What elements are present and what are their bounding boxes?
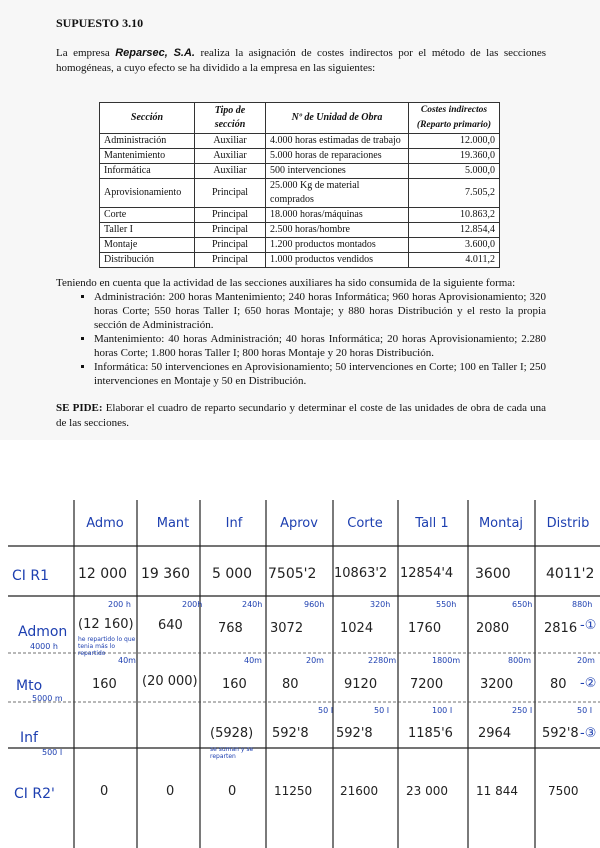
- table-cell: 5.000,0: [409, 164, 500, 179]
- table-cell: Distribución: [100, 253, 195, 268]
- row-label: Inf: [20, 730, 38, 746]
- table-cell: Principal: [195, 179, 266, 208]
- step-mark: -①: [580, 618, 597, 633]
- table-cell: 19.360,0: [409, 149, 500, 164]
- table-cell: 18.000 horas/máquinas: [266, 208, 409, 223]
- cell-annotation: he repartido lo que tenia más lo repartido: [78, 636, 136, 657]
- table-cell: Taller I: [100, 223, 195, 238]
- cell: 19 360: [141, 566, 190, 582]
- hand-col-header: Distrib: [546, 516, 590, 531]
- col-header: Nº de Unidad de Obra: [266, 103, 409, 134]
- cell: 11250: [274, 784, 313, 798]
- cell: 592'8: [542, 726, 579, 741]
- cell-note: 40m: [244, 656, 262, 665]
- se-pide-label: SE PIDE:: [56, 402, 103, 414]
- cell-note: 1800m: [432, 656, 461, 665]
- cell-note: 50 I: [318, 706, 334, 715]
- table-cell: Aprovisionamiento: [100, 179, 195, 208]
- row-sublabel: 5000 m: [32, 694, 63, 703]
- cell: 11 844: [476, 784, 518, 798]
- cell: 3072: [270, 621, 304, 636]
- row-label: Mto: [16, 678, 43, 694]
- cell: 2964: [478, 726, 512, 741]
- cell: 12854'4: [400, 566, 454, 581]
- cell: 80: [550, 677, 567, 692]
- table-cell: Auxiliar: [195, 164, 266, 179]
- hand-col-header: Aprov: [280, 516, 318, 531]
- costs-table-body: [100, 134, 500, 268]
- cell-note: 550h: [436, 600, 457, 609]
- cell-note: 320h: [370, 600, 391, 609]
- cell-note: 20m: [577, 656, 595, 665]
- cell: 2816: [544, 621, 578, 636]
- cell: 592'8: [272, 726, 309, 741]
- cell-note: 250 I: [512, 706, 533, 715]
- cell-note: 880h: [572, 600, 593, 609]
- cell-note: 50 I: [374, 706, 390, 715]
- cell-annotation: se suman y se reparten: [210, 746, 254, 760]
- table-cell: Informática: [100, 164, 195, 179]
- hand-col-header: Montaj: [478, 516, 524, 531]
- cell: 80: [282, 677, 299, 692]
- handwritten-table: [0, 490, 600, 848]
- cell: 3200: [480, 677, 514, 692]
- cell: 592'8: [336, 726, 373, 741]
- intro-post: realiza la asignación de costes indirectos por el método de las secciones homogéneas, a cuyo efecto se ha dividido a la empresa en las siguientes:: [56, 47, 547, 74]
- table-cell: Auxiliar: [195, 149, 266, 164]
- cell-note: 800m: [508, 656, 532, 665]
- cell: 7200: [410, 677, 444, 692]
- cell: 160: [92, 677, 117, 692]
- cell: 7500: [548, 784, 579, 798]
- row-label: CI R2': [14, 786, 55, 802]
- cell-note: 20m: [306, 656, 324, 665]
- cell: 10863'2: [334, 566, 388, 581]
- table-cell: Auxiliar: [195, 134, 266, 149]
- cell-note: 200h: [182, 600, 203, 609]
- cell: 768: [218, 621, 243, 636]
- hand-col-header: Admo: [86, 516, 124, 531]
- intro-paragraph: [56, 46, 546, 76]
- table-cell: 1.000 productos vendidos: [266, 253, 409, 268]
- cell: 0: [166, 784, 175, 799]
- cell-note: 200 h: [108, 600, 131, 609]
- cell-note: 650h: [512, 600, 533, 609]
- hand-col-header: Inf: [225, 516, 243, 531]
- cell: (5928): [210, 726, 254, 741]
- table-row: [100, 223, 500, 238]
- cell: 1760: [408, 621, 442, 636]
- consumo-intro: Teniendo en cuenta que la actividad de las secciones auxiliares ha sido consumida de la siguiente forma:: [56, 277, 516, 289]
- table-cell: 10.863,2: [409, 208, 500, 223]
- hand-col-header: Mant: [156, 516, 190, 531]
- col-header: Tipo de sección: [195, 103, 266, 134]
- consumo-list: [56, 290, 546, 388]
- cell: 4011'2: [546, 566, 595, 582]
- cell: (12 160): [78, 617, 134, 632]
- table-cell: 4.011,2: [409, 253, 500, 268]
- cell: 640: [158, 618, 183, 633]
- page-title: SUPUESTO 3.10: [56, 16, 144, 30]
- list-item: ▪ Informática: 50 intervenciones en Aprovisionamiento; 50 intervenciones en Corte; 100 en Taller I; 250 intervenciones en Montaje y 50 en Distribución.: [94, 360, 546, 388]
- hand-col-header: Tall 1: [415, 516, 449, 531]
- cell: 3600: [475, 566, 511, 582]
- cell: 1024: [340, 621, 374, 636]
- cell: 12 000: [78, 566, 127, 582]
- step-mark: -③: [580, 726, 597, 741]
- col-header: Costes indirectos (Reparto primario): [409, 103, 500, 134]
- cell: 7505'2: [268, 566, 317, 582]
- table-row: [100, 208, 500, 223]
- table-cell: Principal: [195, 208, 266, 223]
- cell: (20 000): [142, 674, 198, 689]
- cell: 1185'6: [408, 726, 453, 741]
- table-cell: Mantenimiento: [100, 149, 195, 164]
- table-row: [100, 149, 500, 164]
- table-cell: 25.000 Kg de material comprados: [266, 179, 409, 208]
- cell: 2080: [476, 621, 510, 636]
- list-item: ▪ Administración: 200 horas Mantenimiento; 240 horas Informática; 960 horas Aprovisionamiento; 320 horas Corte; 550 horas Taller I; 650 horas Montaje; y 880 horas Distribución y el resto la propia sección de Administración.: [94, 290, 546, 332]
- table-row: [100, 253, 500, 268]
- consumo-section: [56, 276, 546, 388]
- cell-note: 50 I: [577, 706, 593, 715]
- list-item: ▪ Mantenimiento: 40 horas Administración; 40 horas Informática; 20 horas Aprovisionamiento; 2.280 horas Corte; 1.800 horas Taller I; 800 horas Montaje y 20 horas Distribución.: [94, 332, 546, 360]
- row-label: Admon: [18, 624, 68, 640]
- cell: 5 000: [212, 566, 253, 582]
- cell-note: 2280m: [368, 656, 397, 665]
- cell: 21600: [340, 784, 379, 798]
- table-row: [100, 164, 500, 179]
- step-mark: -②: [580, 676, 597, 691]
- cell-note: 960h: [304, 600, 325, 609]
- company-name: Reparsec, S.A.: [115, 47, 195, 59]
- se-pide: [56, 401, 546, 431]
- table-cell: 1.200 productos montados: [266, 238, 409, 253]
- table-cell: Principal: [195, 223, 266, 238]
- row-label: CI R1: [12, 568, 49, 584]
- table-cell: 7.505,2: [409, 179, 500, 208]
- table-cell: Montaje: [100, 238, 195, 253]
- cell: 0: [100, 784, 109, 799]
- cell-note: 40m: [118, 656, 136, 665]
- table-row: [100, 179, 500, 208]
- table-row: [100, 238, 500, 253]
- cell: 23 000: [406, 784, 448, 798]
- cell: 160: [222, 677, 247, 692]
- row-sublabel: 4000 h: [30, 642, 58, 651]
- table-cell: Principal: [195, 253, 266, 268]
- row-sublabel: 500 I: [42, 748, 63, 757]
- hand-col-header: Corte: [347, 516, 383, 531]
- table-cell: Administración: [100, 134, 195, 149]
- table-cell: 500 intervenciones: [266, 164, 409, 179]
- costs-table: [99, 102, 500, 268]
- table-cell: 5.000 horas de reparaciones: [266, 149, 409, 164]
- cell-note: 240h: [242, 600, 263, 609]
- cell-note: 100 I: [432, 706, 453, 715]
- intro-pre: La empresa: [56, 47, 116, 59]
- table-cell: 4.000 horas estimadas de trabajo: [266, 134, 409, 149]
- table-cell: 12.000,0: [409, 134, 500, 149]
- table-row: [100, 134, 500, 149]
- cell: 0: [228, 784, 237, 799]
- col-header: Sección: [100, 103, 195, 134]
- table-cell: 12.854,4: [409, 223, 500, 238]
- table-cell: 3.600,0: [409, 238, 500, 253]
- se-pide-text: Elaborar el cuadro de reparto secundario y determinar el coste de las unidades de obra de cada una de las secciones.: [56, 402, 546, 429]
- cell: 9120: [344, 677, 378, 692]
- table-cell: Principal: [195, 238, 266, 253]
- table-cell: Corte: [100, 208, 195, 223]
- table-cell: 2.500 horas/hombre: [266, 223, 409, 238]
